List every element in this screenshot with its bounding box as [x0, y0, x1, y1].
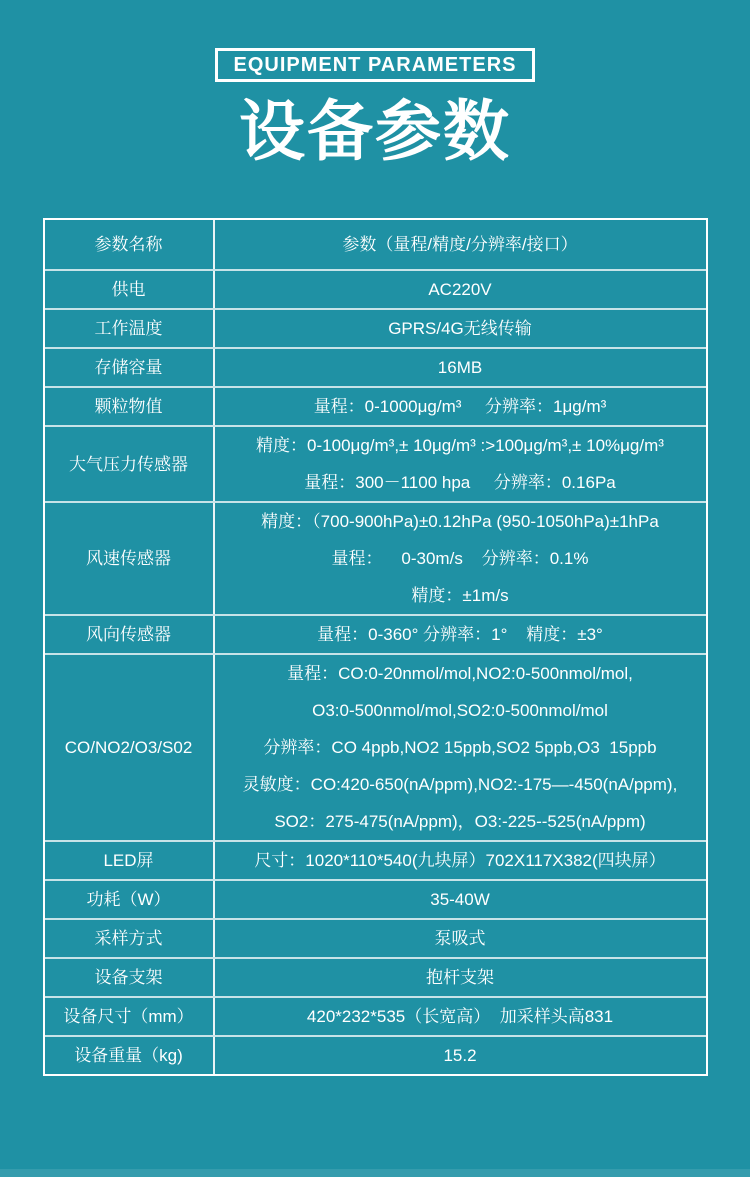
- param-name-text: 参数名称: [94, 235, 163, 254]
- param-value-line: 灵敏度：CO:420-650(nA/ppm),NO2:-175—-450(nA/ppm),: [242, 775, 678, 794]
- param-name-cell: [45, 920, 215, 957]
- param-value-cell: [215, 920, 706, 957]
- param-name-cell: [45, 959, 215, 996]
- table-row: [45, 386, 706, 425]
- page-title: 设备参数: [239, 94, 511, 168]
- param-name-cell: [45, 998, 215, 1035]
- param-name-cell: [45, 349, 215, 386]
- table-row: [45, 308, 706, 347]
- param-value-cell: [215, 271, 706, 308]
- param-value-cell: [215, 310, 706, 347]
- param-name-text: 工作温度: [94, 319, 163, 338]
- param-value-line: 尺寸：1020*110*540(九块屏）702X117X382(四块屏）: [254, 851, 666, 870]
- param-name-text: LED屏: [103, 851, 154, 870]
- param-value-cell: [215, 503, 706, 614]
- param-value-cell: [215, 655, 706, 840]
- param-value-cell: [215, 842, 706, 879]
- param-value-cell: [215, 881, 706, 918]
- param-name-cell: [45, 503, 215, 614]
- param-value-line: AC220V: [428, 280, 492, 299]
- param-value-cell: [215, 959, 706, 996]
- param-value-line: 量程：CO:0-20nmol/mol,NO2:0-500nmol/mol,: [287, 664, 633, 683]
- param-value-cell: [215, 349, 706, 386]
- param-value-cell: [215, 998, 706, 1035]
- param-value-line: 量程：300－1100 hpa 分辨率：0.16Pa: [304, 473, 616, 492]
- param-name-cell: [45, 881, 215, 918]
- param-value-line: 泵吸式: [434, 929, 486, 948]
- param-value-cell: [215, 616, 706, 653]
- param-name-text: 功耗（W）: [86, 890, 171, 909]
- param-name-text: 设备支架: [94, 968, 163, 987]
- param-name-cell: [45, 427, 215, 501]
- param-name-text: 设备重量（kg): [74, 1046, 183, 1065]
- param-value-cell: [215, 1037, 706, 1074]
- param-value-line: 分辨率：CO 4ppb,NO2 15ppb,SO2 5ppb,O3 15ppb: [263, 738, 657, 757]
- table-row: [45, 918, 706, 957]
- table-row: [45, 957, 706, 996]
- param-value-line: 精度：（700-900hPa)±0.12hPa (950-1050hPa)±1hPa: [261, 512, 659, 531]
- table-row: [45, 1035, 706, 1074]
- spec-table: [43, 218, 708, 1076]
- param-value-line: 精度：±1m/s: [411, 586, 509, 605]
- table-row: [45, 996, 706, 1035]
- table-row: [45, 840, 706, 879]
- table-row: [45, 614, 706, 653]
- param-value-line: 抱杆支架: [426, 968, 494, 987]
- param-value-line: SO2：275-475(nA/ppm)，O3:-225--525(nA/ppm): [274, 812, 646, 831]
- param-name-cell: [45, 310, 215, 347]
- table-row: [45, 347, 706, 386]
- param-name-text: 大气压力传感器: [69, 454, 188, 474]
- param-value-line: GPRS/4G无线传输: [388, 319, 532, 338]
- param-name-text: CO/NO2/O3/S02: [64, 738, 193, 757]
- param-name-text: 风向传感器: [86, 625, 171, 644]
- param-name-cell: [45, 655, 215, 840]
- param-value-line: 420*232*535（长宽高） 加采样头高831: [306, 1007, 614, 1026]
- param-value-line: 量程： 0-30m/s 分辨率：0.1%: [331, 549, 589, 568]
- param-value-line: 15.2: [443, 1046, 477, 1065]
- table-row: [45, 425, 706, 501]
- param-value-line: 16MB: [437, 358, 483, 377]
- param-value-line: 量程：0-360° 分辨率：1° 精度：±3°: [317, 625, 603, 644]
- param-value-line: 35-40W: [430, 890, 490, 909]
- param-value-cell: [215, 220, 706, 269]
- table-row: [45, 501, 706, 614]
- param-value-line: 参数（量程/精度/分辨率/接口）: [342, 235, 578, 254]
- header-tag: EQUIPMENT PARAMETERS: [215, 48, 536, 82]
- param-name-text: 设备尺寸（mm）: [63, 1007, 194, 1026]
- param-name-text: 风速传感器: [86, 549, 171, 568]
- param-value-line: O3:0-500nmol/mol,SO2:0-500nmol/mol: [312, 701, 608, 720]
- param-name-text: 供电: [111, 280, 146, 299]
- param-name-text: 颗粒物值: [94, 397, 163, 416]
- param-value-line: 精度：0-100μg/m³,± 10μg/m³ :>100μg/m³,± 10%μg/m³: [256, 436, 664, 455]
- param-name-cell: [45, 842, 215, 879]
- table-row: [45, 269, 706, 308]
- param-name-cell: [45, 616, 215, 653]
- table-row: [45, 879, 706, 918]
- table-row: [45, 653, 706, 840]
- table-row: [45, 220, 706, 269]
- footer-strip: [0, 1169, 750, 1177]
- param-name-cell: [45, 271, 215, 308]
- param-value-line: 量程：0-1000μg/m³ 分辨率：1μg/m³: [313, 397, 607, 416]
- param-value-cell: [215, 388, 706, 425]
- param-name-cell: [45, 220, 215, 269]
- param-name-cell: [45, 1037, 215, 1074]
- param-value-cell: [215, 427, 706, 501]
- param-name-text: 存储容量: [94, 358, 163, 377]
- param-name-text: 采样方式: [94, 929, 163, 948]
- page: [0, 48, 750, 1177]
- param-name-cell: [45, 388, 215, 425]
